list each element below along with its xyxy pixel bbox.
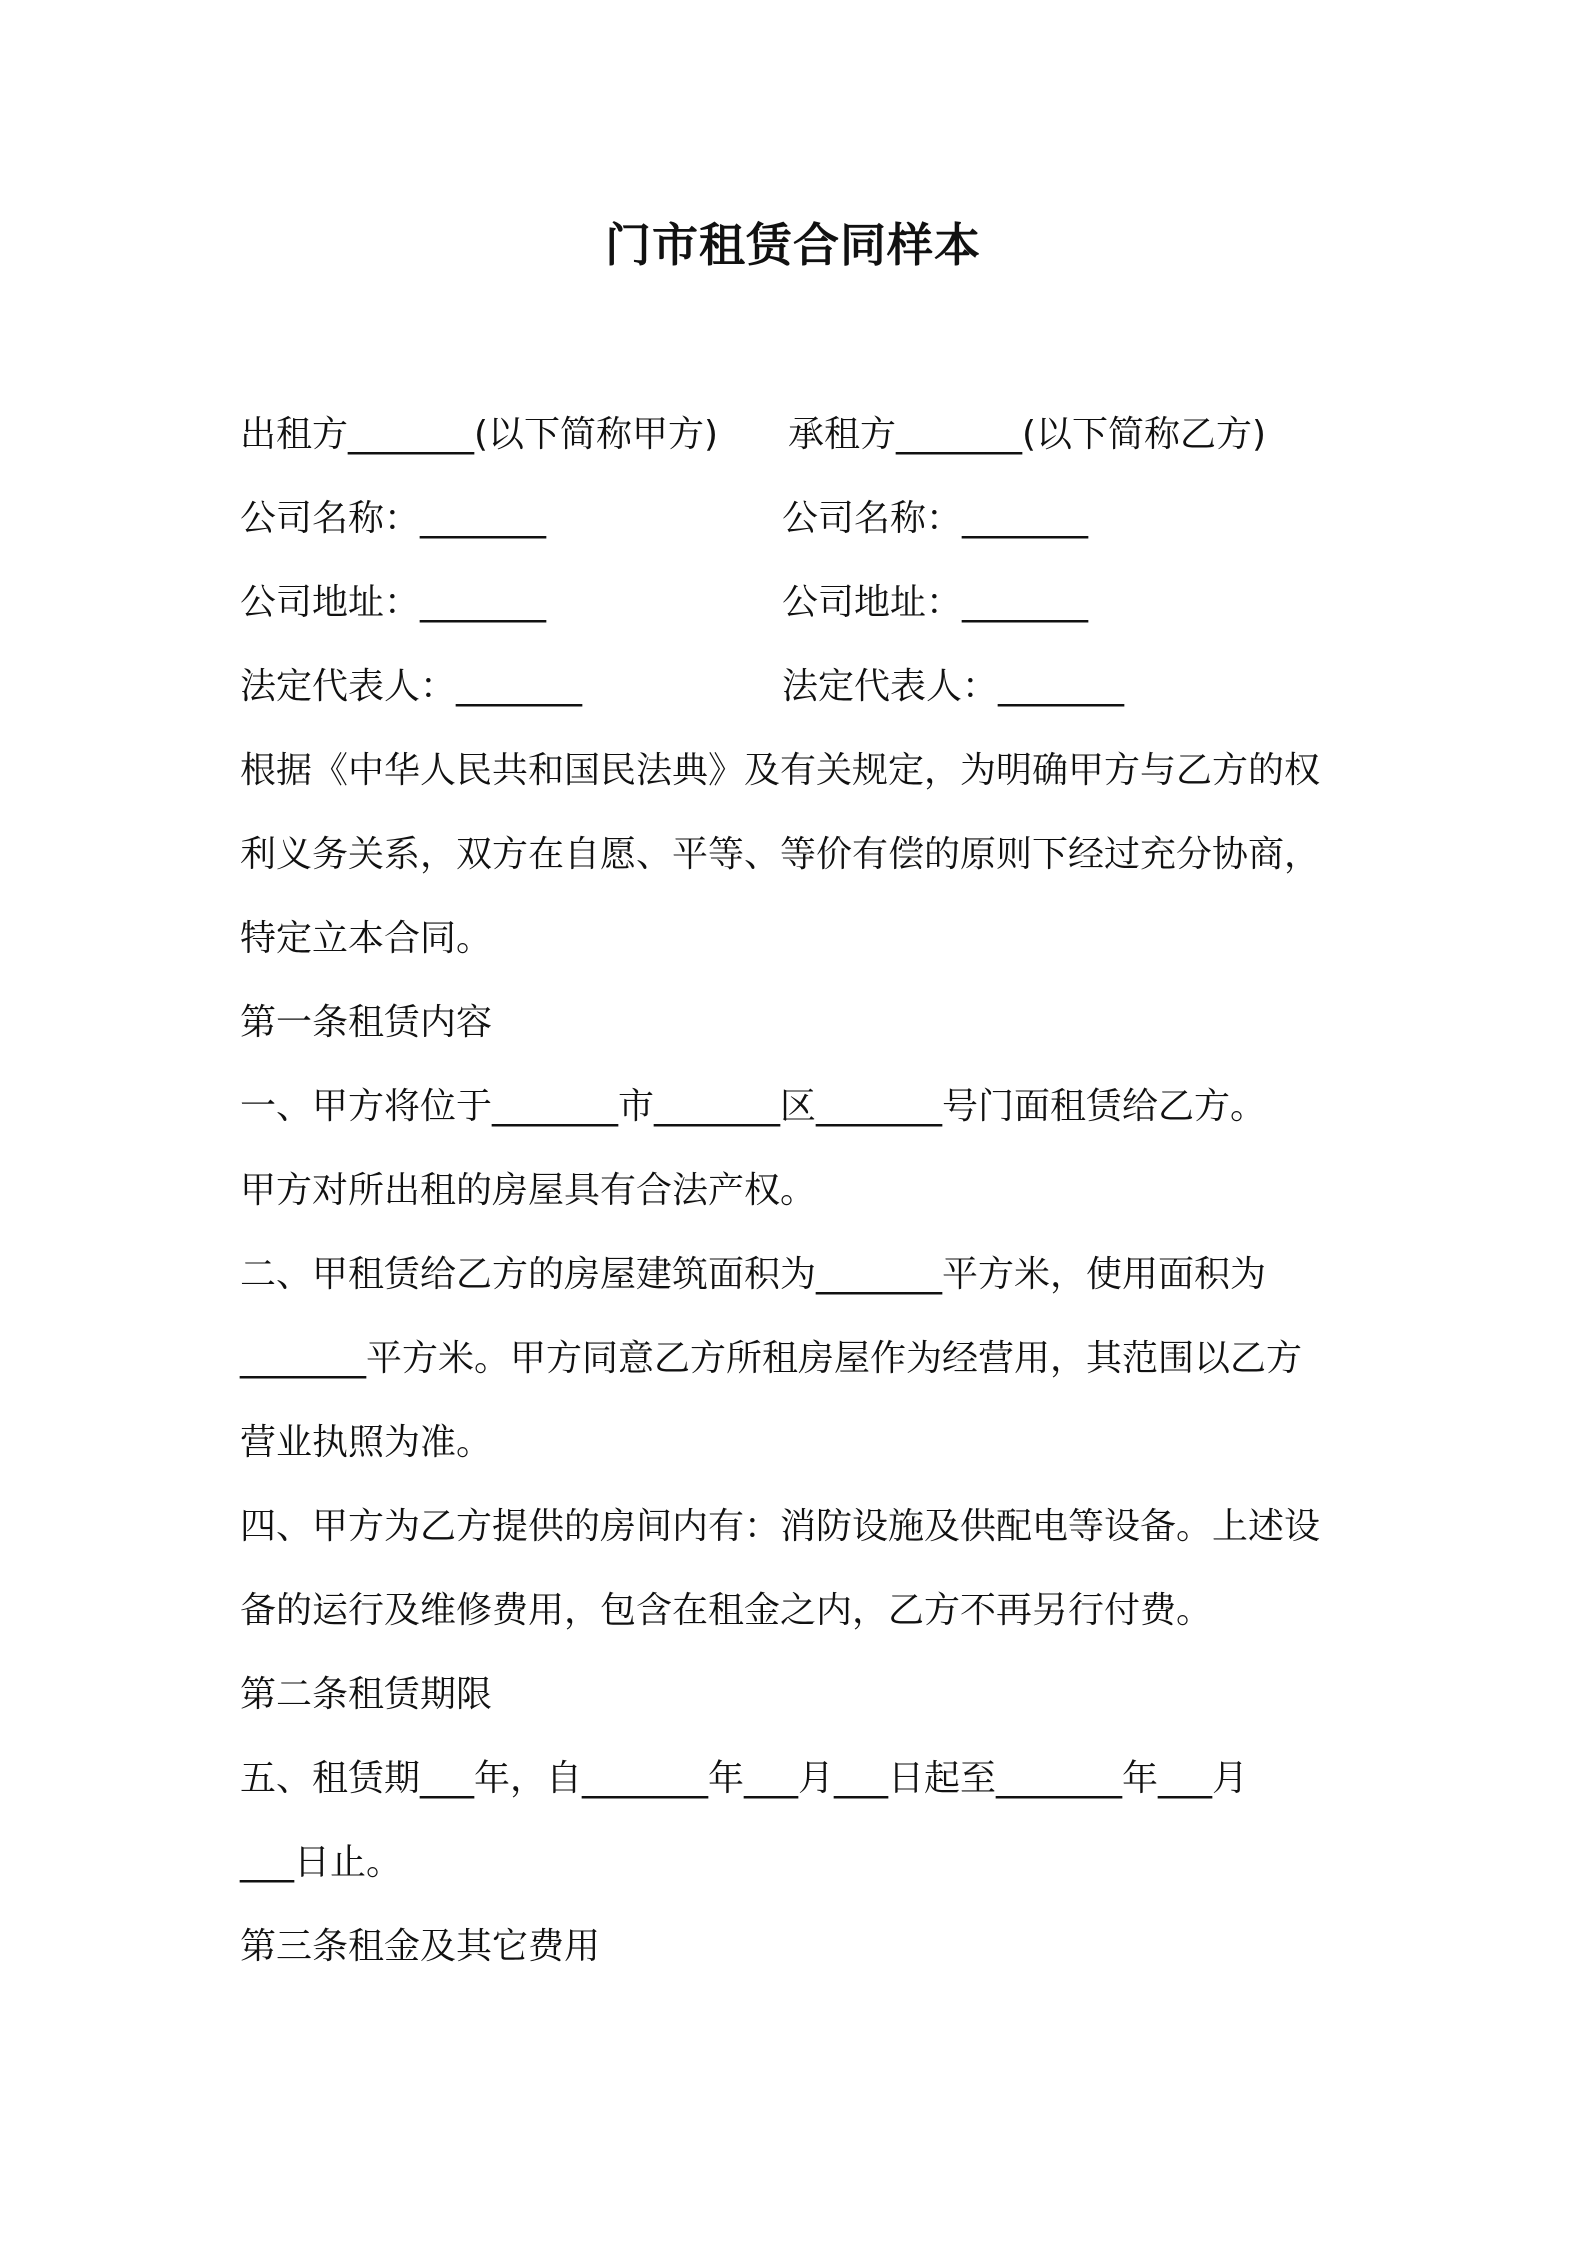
lessee-legal-representative: 法定代表人：_______ bbox=[782, 666, 1125, 707]
lessor-legal-representative: 法定代表人：_______ bbox=[240, 666, 583, 707]
lessee-company-name: 公司名称：_______ bbox=[782, 498, 1089, 539]
clause-1-line-1: 一、甲方将位于_______市_______区_______号门面租赁给乙方。 bbox=[240, 1086, 1267, 1127]
article-2-heading: 第二条租赁期限 bbox=[240, 1674, 493, 1715]
lessee-company-address: 公司地址：_______ bbox=[782, 582, 1089, 623]
clause-4-line-1: 四、甲方为乙方提供的房间内有：消防设施及供配电等设备。上述设 bbox=[240, 1506, 1321, 1547]
clause-5-line-1: 五、租赁期___年，自_______年___月___日起至_______年___月 bbox=[240, 1758, 1249, 1799]
clause-4-line-2: 备的运行及维修费用，包含在租金之内，乙方不再另行付费。 bbox=[240, 1590, 1213, 1631]
clause-2-line-3: 营业执照为准。 bbox=[240, 1422, 493, 1463]
article-3-heading: 第三条租金及其它费用 bbox=[240, 1926, 601, 1967]
article-1-heading: 第一条租赁内容 bbox=[240, 1002, 493, 1043]
lessor-company-address: 公司地址：_______ bbox=[240, 582, 547, 623]
clause-2-line-1: 二、甲租赁给乙方的房屋建筑面积为_______平方米，使用面积为 bbox=[240, 1254, 1267, 1295]
document-title: 门市租赁合同样本 bbox=[605, 218, 981, 272]
clause-1-line-2: 甲方对所出租的房屋具有合法产权。 bbox=[240, 1170, 817, 1211]
preamble-line-1: 根据《中华人民共和国民法典》及有关规定，为明确甲方与乙方的权 bbox=[240, 750, 1321, 791]
lessor-company-name: 公司名称：_______ bbox=[240, 498, 547, 539]
preamble-line-2: 利义务关系，双方在自愿、平等、等价有偿的原则下经过充分协商， bbox=[240, 834, 1321, 875]
lessee-line: 承租方_______(以下简称乙方) bbox=[788, 414, 1267, 455]
clause-2-line-2: _______平方米。甲方同意乙方所租房屋作为经营用，其范围以乙方 bbox=[240, 1338, 1303, 1379]
clause-5-line-2: ___日止。 bbox=[240, 1842, 403, 1883]
lessor-line: 出租方_______(以下简称甲方) bbox=[240, 414, 719, 455]
preamble-line-3: 特定立本合同。 bbox=[240, 918, 493, 959]
